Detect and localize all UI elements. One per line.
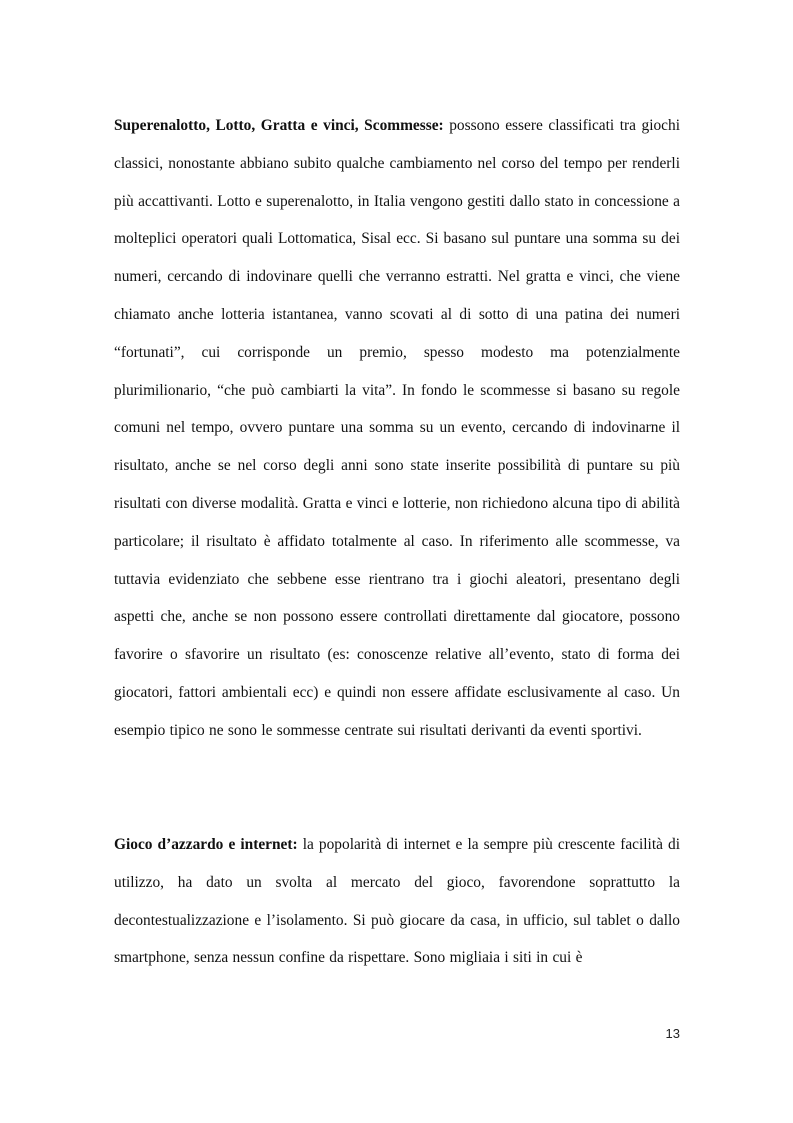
paragraph-body: possono essere classificati tra giochi classici, nonostante abbiano subito qualche cambiamento nel corso del tempo per renderli più accattivanti. Lotto e superenalotto, in Italia vengono gestiti dallo stato in concessione a molteplici operatori quali Lottomatica, Sisal ecc. Si basano sul puntare una somma su dei numeri, cercando di indovinare quelli che verranno estratti. Nel gratta e vinci, che viene chiamato anche lotteria istantanea, vanno scovati al di sotto di una patina dei numeri “fortunati”, cui corrisponde un premio, spesso modesto ma potenzialmente plurimilionario, “che può cambiarti la vita”. In fondo le scommesse si basano su regole comuni nel tempo, ovvero puntare una somma su un evento, cercando di indovinarne il risultato, anche se nel corso degli anni sono state inserite possibilità di puntare su più risultati con diverse modalità. Gratta e vinci e lotterie, non richiedono alcuna tipo di abilità particolare; il risultato è affidato totalmente al caso. In riferimento alle scommesse, va tuttavia evidenziato che sebbene esse rientrano tra i giochi aleatori, presentano degli aspetti che, anche se non possono essere controllati direttamente dal giocatore, possono favorire o sfavorire un risultato (es: conoscenze relative all’evento, stato di forma dei giocatori, fattori ambientali ecc) e quindi non essere affidate esclusivamente al caso. Un esempio tipico ne sono le sommesse centrate sui risultati derivanti da eventi sportivi. — [114, 117, 681, 739]
paragraph-heading: Gioco d’azzardo e internet: — [114, 836, 298, 853]
paragraph-internet-gambling — [114, 826, 680, 977]
page-number: 13 — [665, 1026, 680, 1041]
paragraph-heading: Superenalotto, Lotto, Gratta e vinci, Scommesse: — [114, 117, 444, 134]
paragraph-body: la popolarità di internet e la sempre più crescente facilità di utilizzo, ha dato un svolta al mercato del gioco, favorendone soprattutto la decontestualizzazione e l’isolamento. Si può giocare da casa, in ufficio, sul tablet o dallo smartphone, senza nessun confine da rispettare. Sono migliaia i siti in cui è — [114, 836, 680, 967]
paragraph-lotteries — [114, 107, 680, 750]
